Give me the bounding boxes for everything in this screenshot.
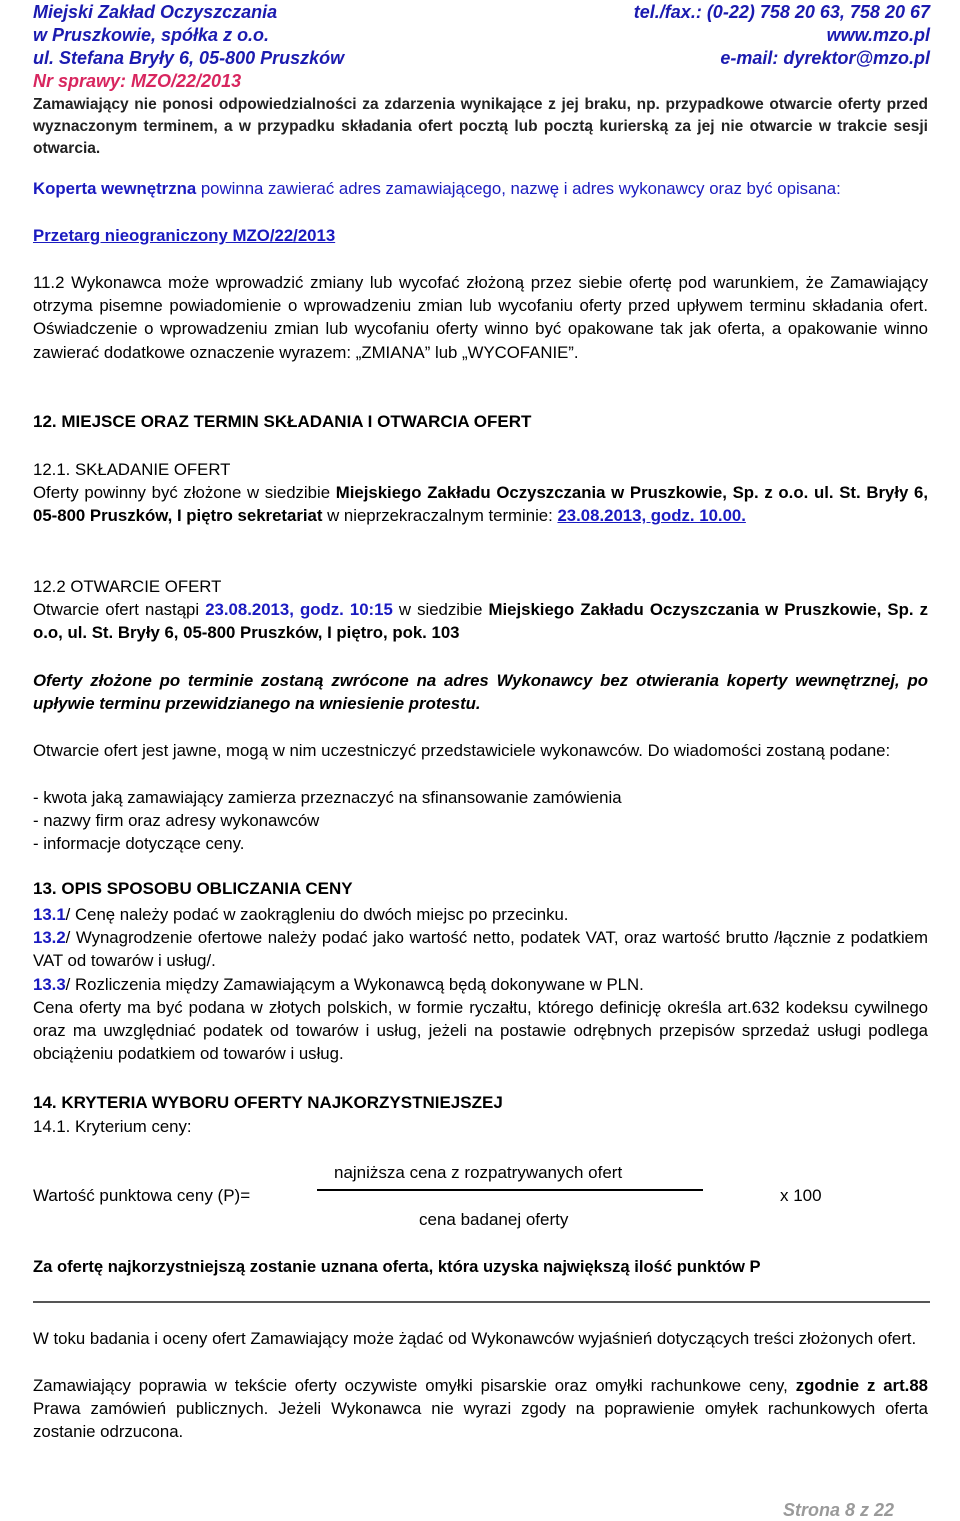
s14-para-1: W toku badania i oceny ofert Zamawiający może żądać od Wykonawców wyjaśnień dotyczących treści złożonych ofert. xyxy=(33,1329,917,1348)
s14-para-2-b: zgodnie z art. xyxy=(795,1376,910,1395)
s12-1-date: 23.08.2013, godz. 10.00. xyxy=(557,506,746,526)
formula-denominator: cena badanej oferty xyxy=(419,1210,569,1229)
company-address: ul. Stefana Bryły 6, 05-800 Pruszków xyxy=(33,48,345,68)
s14-para-2-a: Zamawiający poprawia w tekście oferty oczywiste omyłki pisarskie oraz omyłki rachunkowe ceny, xyxy=(33,1376,796,1395)
public-list-3: - informacje dotyczące ceny. xyxy=(33,834,245,853)
s12-2-a: Otwarcie ofert nastąpi xyxy=(33,600,206,619)
s13-item-3-text: / Rozliczenia między Zamawiającym a Wykonawcą będą dokonywane w PLN. xyxy=(65,975,644,994)
divider xyxy=(33,1301,930,1303)
s13-item-2 xyxy=(33,926,928,972)
s13-item-1-text: / Cenę należy podać w zaokrągleniu do dwóch miejsc po przecinku. xyxy=(65,905,569,924)
formula-numerator: najniższa cena z rozpatrywanych ofert xyxy=(334,1163,623,1182)
s12-1-a: Oferty powinny być złożone w siedzibie xyxy=(33,483,336,502)
formula-multiplier: x 100 xyxy=(780,1186,822,1205)
s12-2-c: Miejskiego Zakładu Oczyszczania w Pruszkowie, Sp. z o.o, ul. St. Bryły 6, 05-800 Pruszków, I piętro, pok. 103 xyxy=(33,600,928,643)
section-12-2-text xyxy=(33,598,928,644)
intro-paragraph: Zamawiający nie ponosi odpowiedzialności za zdarzenia wynikające z jej braku, np. przypadkowe otwarcie oferty przed wyznaczonym terminem, a w przypadku składania ofert pocztą lub pocztą kurierską za jej nie otwarcie w trakcie sesji otwarcia. xyxy=(33,96,928,157)
s13-para: Cena oferty ma być podana w złotych polskich, w formie ryczałtu, którego definicję określa art.632 kodeksu cywilnego oraz ma uwzględniać podatek od towarów i usług, jeżeli na postawie odrębnych przepisów sprzedaż usługi podlega obciążeniu podatkiem od towarów i usług. xyxy=(33,998,928,1064)
formula-label: Wartość punktowa ceny (P)= xyxy=(33,1186,251,1205)
s13-item-1-num: 13.1 xyxy=(33,905,66,924)
section-11-2: 11.2 Wykonawca może wprowadzić zmiany lub wycofać złożoną przez siebie ofertę pod warunkiem, że Zamawiający otrzyma pisemne powiadomienie o wprowadzeniu zmian lub wycofaniu oferty przed upływem terminu składania ofert. Oświadczenie o wprowadzeniu zmian lub wycofaniu oferty winno być opakowane tak jak oferta, a opakowanie winno zawierać dodatkowe oznaczenie wyrazem: „ZMIANA” lub „WYCOFANIE”. xyxy=(33,273,928,362)
company-name: Miejski Zakład Oczyszczania xyxy=(33,2,278,22)
s14-para-2-d: Prawa zamówień publicznych. Jeżeli Wykonawca nie wyrazi zgody na poprawienie omyłek rachunkowych oferta zostanie odrzucona. xyxy=(33,1399,928,1442)
koperta-text: powinna zawierać adres zamawiającego, nazwę i adres wykonawcy oraz być opisana: xyxy=(196,179,841,198)
company-website[interactable]: www.mzo.pl xyxy=(826,25,930,45)
koperta-paragraph xyxy=(33,177,928,200)
company-phone: tel./fax.: (0-22) 758 20 63, 758 20 67 xyxy=(633,2,930,22)
s13-item-1 xyxy=(33,903,568,926)
late-offers: Oferty złożone po terminie zostaną zwrócone na adres Wykonawcy bez otwierania koperty wewnętrznej, po upływie terminu przewidzianego na wniesienie protestu. xyxy=(33,671,928,714)
s12-2-date: 23.08.2013, godz. 10:15 xyxy=(205,600,393,619)
s12-2-b: w siedzibie xyxy=(392,600,489,619)
page-number: Strona 8 z 22 xyxy=(782,1500,894,1520)
section-13-title: 13. OPIS SPOSOBU OBLICZANIA CENY xyxy=(33,879,353,898)
s14-para-2 xyxy=(33,1374,928,1444)
formula-fraction-line xyxy=(317,1189,703,1191)
koperta-lead: Koperta wewnętrzna xyxy=(33,179,197,198)
section-12-1-title: 12.1. SKŁADANIE OFERT xyxy=(33,460,231,479)
public-list-2: - nazwy firm oraz adresy wykonawców xyxy=(33,811,320,830)
koperta-label: Przetarg nieograniczony MZO/22/2013 xyxy=(33,226,336,245)
section-14-title: 14. KRYTERIA WYBORU OFERTY NAJKORZYSTNIEJSZEJ xyxy=(33,1093,503,1112)
public-opening: Otwarcie ofert jest jawne, mogą w nim uczestniczyć przedstawiciele wykonawców. Do wiadomości zostaną podane: xyxy=(33,741,891,760)
section-12-title: 12. MIEJSCE ORAZ TERMIN SKŁADANIA I OTWARCIA OFERT xyxy=(33,412,532,431)
s13-item-3 xyxy=(33,973,644,996)
s13-item-2-text: / Wynagrodzenie ofertowe należy podać jako wartość netto, podatek VAT, oraz wartość brutto /łącznie z podatkiem VAT od towarów i usług/. xyxy=(33,928,928,971)
company-city: w Pruszkowie, spółka z o.o. xyxy=(33,25,270,45)
s12-1-b: Miejskiego Zakładu Oczyszczania w Pruszkowie, Sp. z o.o. ul. St. Bryły 6, 05-800 Pruszków, I piętro sekretariat xyxy=(33,483,928,526)
section-12-1-text xyxy=(33,481,928,527)
s14-para-2-c: 88 xyxy=(909,1376,928,1395)
s13-item-3-num: 13.3 xyxy=(33,975,66,994)
public-list-1: - kwota jaką zamawiający zamierza przeznaczyć na sfinansowanie zamówienia xyxy=(33,788,622,807)
s14-sub: 14.1. Kryterium ceny: xyxy=(33,1117,192,1136)
case-number: Nr sprawy: MZO/22/2013 xyxy=(33,71,242,91)
s12-1-c: w nieprzekraczalnym terminie: xyxy=(322,506,558,526)
company-email[interactable]: e-mail: dyrektor@mzo.pl xyxy=(720,48,930,68)
s13-item-2-num: 13.2 xyxy=(33,928,66,947)
section-12-2-title: 12.2 OTWARCIE OFERT xyxy=(33,577,222,596)
best-offer: Za ofertę najkorzystniejszą zostanie uznana oferta, która uzyska największą ilość punktów P xyxy=(33,1257,761,1276)
